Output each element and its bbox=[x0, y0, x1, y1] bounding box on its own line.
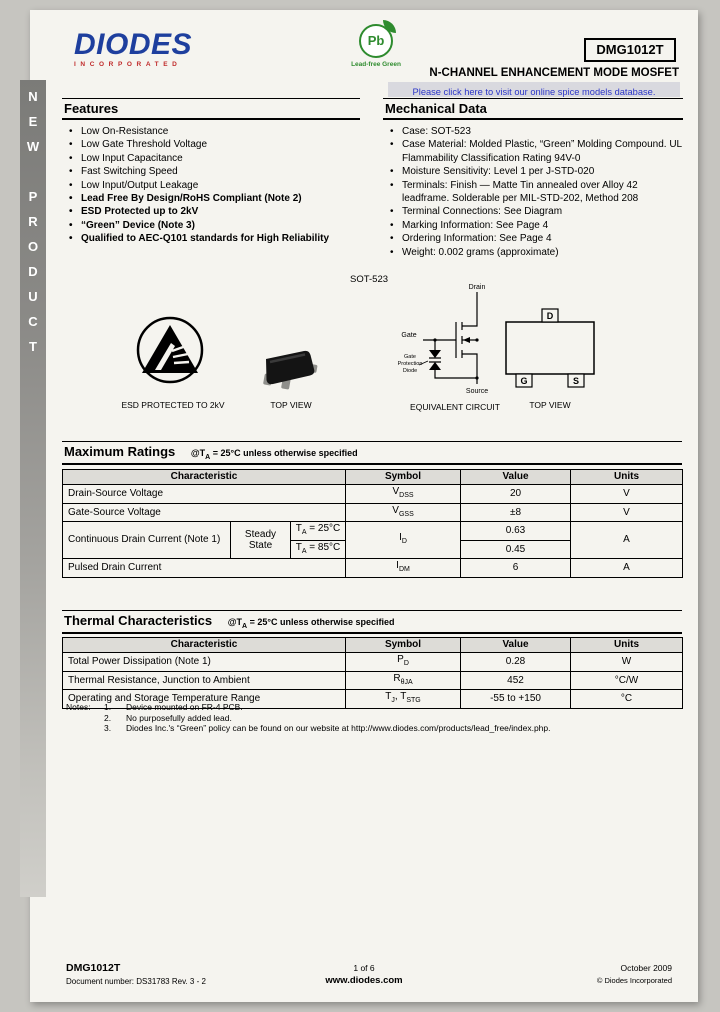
feature-item: • Low On-Resistance bbox=[64, 125, 358, 138]
cell-units: °C bbox=[571, 690, 683, 709]
table-row-pd bbox=[63, 653, 683, 672]
feature-item: • Lead Free By Design/RoHS Compliant (Note 2) bbox=[64, 192, 358, 205]
feature-item: • “Green” Device (Note 3) bbox=[64, 219, 358, 232]
cell-value: 20 bbox=[461, 485, 571, 504]
package-3d-icon bbox=[258, 346, 324, 396]
cell-symbol: $R_{\theta JA}$ bbox=[346, 671, 461, 690]
table-header-row bbox=[63, 638, 683, 653]
mechanical-item: • Ordering Information: See Page 4 bbox=[385, 232, 683, 245]
cell-characteristic: Thermal Resistance, Junction to Ambient bbox=[63, 671, 346, 690]
footer-date: October 2009 bbox=[620, 963, 672, 973]
mechanical-item: • Terminal Connections: See Diagram bbox=[385, 205, 683, 218]
mechanical-item: • Case: SOT-523 bbox=[385, 125, 683, 138]
esd-protection-icon bbox=[134, 314, 206, 386]
footer-part-number: DMG1012T bbox=[66, 962, 121, 974]
cell-value: 6 bbox=[461, 559, 571, 578]
cell-value: 0.45 bbox=[461, 540, 571, 559]
maximum-ratings-heading bbox=[62, 441, 682, 465]
cell-condition-25c: $T_A = 25^\circ C$ bbox=[291, 522, 346, 541]
cell-value: -55 to +150 bbox=[461, 690, 571, 709]
col-characteristic: Characteristic bbox=[63, 638, 346, 653]
diode-label-line1: Gate bbox=[404, 354, 416, 360]
footer-website: www.diodes.com bbox=[325, 975, 403, 986]
note-item: 2. No purposefully added lead. bbox=[104, 712, 232, 723]
footer-copyright: © Diodes Incorporated bbox=[596, 976, 672, 985]
cell-units: °C/W bbox=[571, 671, 683, 690]
package-3d-caption: TOP VIEW bbox=[270, 400, 312, 410]
cell-units: V bbox=[571, 503, 683, 522]
cell-symbol: $T_J$, $T_{STG}$ bbox=[346, 690, 461, 709]
part-number-box: DMG1012T bbox=[584, 38, 676, 62]
gate-pin-label: Gate bbox=[401, 332, 417, 339]
pin-s-label: S bbox=[572, 376, 580, 386]
feature-item: • Qualified to AEC-Q101 standards for High Reliability bbox=[64, 232, 358, 245]
maximum-ratings-table bbox=[62, 469, 683, 578]
cell-characteristic: Pulsed Drain Current bbox=[63, 559, 346, 578]
cell-characteristic: Continuous Drain Current (Note 1) bbox=[63, 522, 231, 559]
col-value: Value bbox=[461, 470, 571, 485]
mechanical-item: • Moisture Sensitivity: Level 1 per J-STD-020 bbox=[385, 165, 683, 178]
esd-caption: ESD PROTECTED TO 2kV bbox=[121, 400, 225, 410]
footer-right bbox=[597, 963, 672, 985]
thermal-characteristics-heading bbox=[62, 610, 682, 634]
pb-free-icon bbox=[359, 24, 393, 58]
col-units: Units bbox=[571, 470, 683, 485]
footer-doc-number: Document number: DS31783 Rev. 3 - 2 bbox=[66, 977, 206, 986]
feature-item: • Fast Switching Speed bbox=[64, 165, 358, 178]
cell-characteristic: Gate-Source Voltage bbox=[63, 503, 346, 522]
col-symbol: Symbol bbox=[346, 470, 461, 485]
source-pin-label: Source bbox=[465, 388, 489, 395]
feature-item: • Low Gate Threshold Voltage bbox=[64, 138, 358, 151]
leaf-icon bbox=[383, 20, 396, 33]
new-product-label: NEW PRODUCT bbox=[25, 89, 41, 364]
diode-label-line3: Diode bbox=[402, 368, 418, 374]
features-heading: Features bbox=[62, 98, 360, 120]
table-row-idm bbox=[63, 559, 683, 578]
thermal-characteristics-table bbox=[62, 637, 683, 709]
mechanical-data-list bbox=[385, 125, 683, 259]
equivalent-circuit-caption: EQUIVALENT CIRCUIT bbox=[410, 402, 500, 412]
cell-units: V bbox=[571, 485, 683, 504]
cell-symbol: $P_D$ bbox=[346, 653, 461, 672]
package-outline-caption: TOP VIEW bbox=[529, 400, 571, 410]
mechanical-item: • Case Material: Molded Plastic, “Green” Molding Compound. UL Flammability Classification Rating 94V-0 bbox=[385, 138, 683, 165]
package-outline-diagram bbox=[490, 302, 610, 394]
cell-characteristic: Operating and Storage Temperature Range bbox=[63, 690, 346, 709]
table-header-row bbox=[63, 470, 683, 485]
new-product-banner bbox=[20, 80, 46, 897]
mechanical-data-heading: Mechanical Data bbox=[383, 98, 683, 120]
cell-value: ±8 bbox=[461, 503, 571, 522]
col-units: Units bbox=[571, 638, 683, 653]
maximum-ratings-title: Maximum Ratings bbox=[64, 444, 176, 459]
pb-symbol: Pb bbox=[367, 33, 385, 48]
spice-link-bar bbox=[388, 82, 680, 97]
table-row-vgss bbox=[63, 503, 683, 522]
diodes-logo bbox=[74, 30, 214, 68]
package-name-label: SOT-523 bbox=[350, 274, 389, 285]
note-item: 3. Diodes Inc.'s “Green” policy can be found on our website at http://www.diodes.com/products/lead_free/index.php. bbox=[104, 723, 551, 733]
feature-item: • Low Input Capacitance bbox=[64, 152, 358, 165]
feature-item: • ESD Protected up to 2kV bbox=[64, 205, 358, 218]
cell-characteristic: Drain-Source Voltage bbox=[63, 485, 346, 504]
diode-label-line2: Protection bbox=[397, 361, 423, 367]
logo-wordmark: DIODES bbox=[74, 28, 193, 61]
cell-value: 0.63 bbox=[461, 522, 571, 541]
cell-condition-85c: $T_A = 85^\circ C$ bbox=[291, 540, 346, 559]
mechanical-item: • Terminals: Finish — Matte Tin annealed over Alloy 42 leadframe. Solderable per MIL-STD-202, Method 208 bbox=[385, 179, 683, 206]
table-row-vdss bbox=[63, 485, 683, 504]
features-list bbox=[64, 125, 358, 246]
cell-symbol: $I_D$ bbox=[346, 522, 461, 559]
pin-d-label: D bbox=[546, 311, 554, 321]
logo-subtitle: INCORPORATED bbox=[74, 61, 182, 68]
notes-section bbox=[66, 702, 666, 734]
cell-mode: Steady State bbox=[231, 522, 291, 559]
col-value: Value bbox=[461, 638, 571, 653]
footer-page-info: 1 of 6 bbox=[353, 963, 375, 973]
pin-g-label: G bbox=[520, 376, 528, 386]
conditions-note: $@T_A = 25^\circ C$ unless otherwise specified bbox=[227, 617, 395, 630]
feature-item: • Low Input/Output Leakage bbox=[64, 179, 358, 192]
cell-symbol: $V_{DSS}$ bbox=[346, 485, 461, 504]
spice-models-link[interactable]: Please click here to visit our online spice models database. bbox=[412, 87, 656, 97]
notes-label: Notes: bbox=[66, 702, 91, 712]
drain-pin-label: Drain bbox=[468, 284, 486, 291]
thermal-title: Thermal Characteristics bbox=[64, 613, 213, 628]
cell-characteristic: Total Power Dissipation (Note 1) bbox=[63, 653, 346, 672]
cell-units: W bbox=[571, 653, 683, 672]
table-row-rthja bbox=[63, 671, 683, 690]
cell-value: 0.28 bbox=[461, 653, 571, 672]
cell-value: 452 bbox=[461, 671, 571, 690]
table-row-id bbox=[63, 522, 683, 541]
leadfree-label: Lead-free Green bbox=[351, 61, 401, 68]
leadfree-badge bbox=[344, 22, 408, 68]
cell-units: A bbox=[571, 522, 683, 559]
datasheet-page bbox=[30, 10, 698, 1002]
conditions-note: $@T_A = 25^\circ C$ unless otherwise specified bbox=[190, 448, 358, 461]
cell-symbol: $I_{DM}$ bbox=[346, 559, 461, 578]
cell-symbol: $V_{GSS}$ bbox=[346, 503, 461, 522]
document-title: N-CHANNEL ENHANCEMENT MODE MOSFET bbox=[429, 67, 679, 79]
mechanical-item: • Weight: 0.002 grams (approximate) bbox=[385, 246, 683, 259]
mechanical-item: • Marking Information: See Page 4 bbox=[385, 219, 683, 232]
col-symbol: Symbol bbox=[346, 638, 461, 653]
col-characteristic: Characteristic bbox=[63, 470, 346, 485]
note-item: Notes: 1. Device mounted on FR-4 PCB. bbox=[66, 702, 243, 712]
cell-units: A bbox=[571, 559, 683, 578]
